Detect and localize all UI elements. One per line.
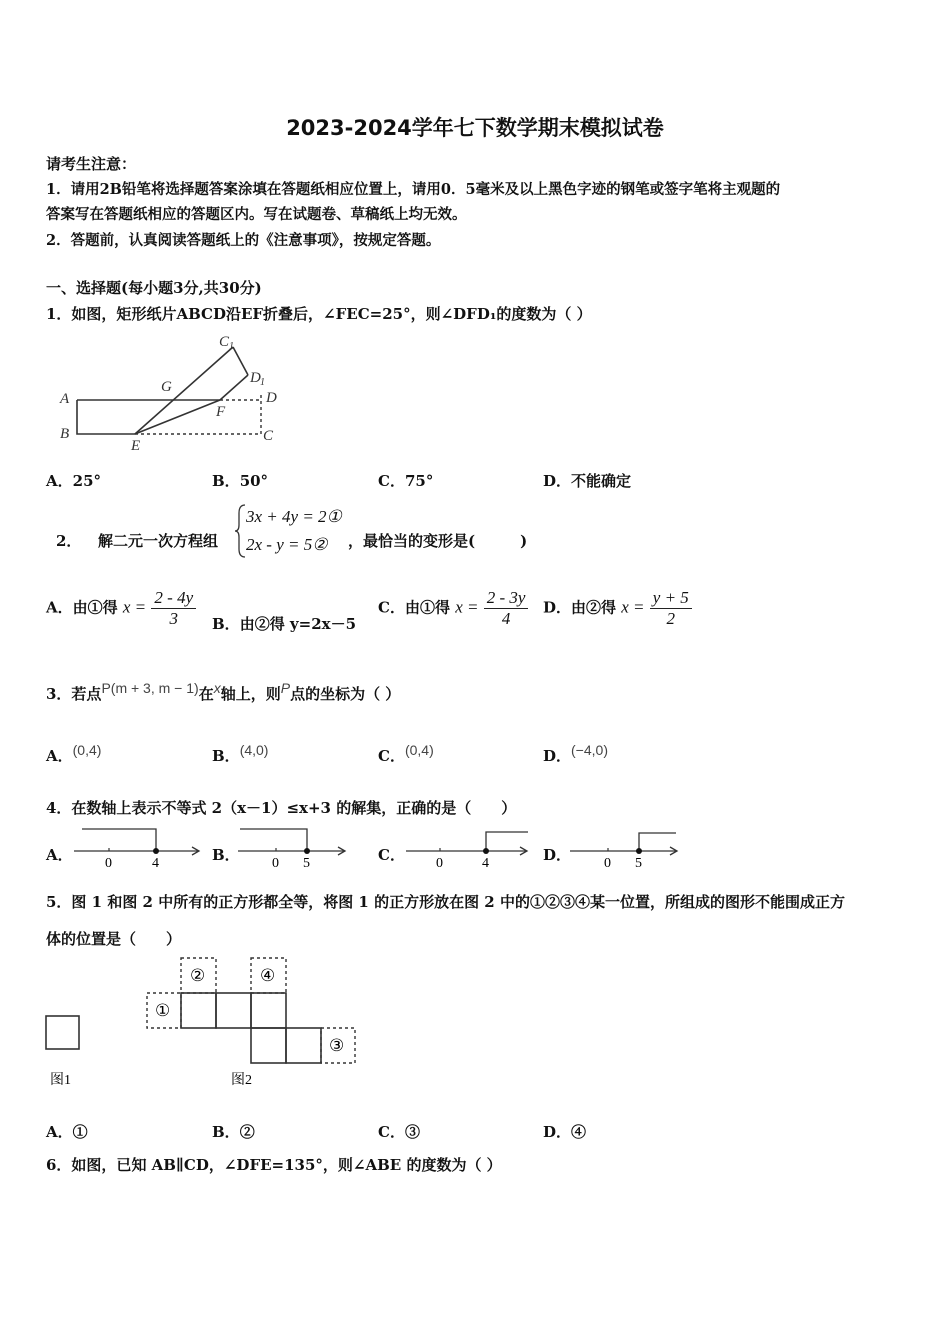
q5-circle-3: ③ — [329, 1036, 345, 1055]
q2-option-b[interactable]: B．由②得 y=2x－5 — [212, 615, 357, 633]
q1-label-c: C — [263, 428, 274, 444]
q5-stem-line-2: 体的位置是（ ） — [46, 930, 182, 948]
q1-label-c1-sub: 1 — [229, 341, 234, 352]
q1-fold-figure — [55, 330, 295, 455]
notice-line-2: 答案写在答题纸相应的答题区内。写在试题卷、草稿纸上均无效。 — [46, 206, 467, 223]
q6-stem: 6．如图，已知 AB∥CD，∠DFE=135°，则∠ABE 的度数为（ ） — [46, 1156, 502, 1174]
q1-option-d[interactable]: D．不能确定 — [543, 472, 632, 490]
q1-label-c1: C — [219, 334, 230, 350]
q2-tail: ，最恰当的变形是( ) — [348, 532, 528, 550]
q5-stem-line-1: 5．图 1 和图 2 中所有的正方形都全等，将图 1 的正方形放在图 2 中的①②③④某一位置，所组成的图形不能围成正方 — [46, 893, 845, 911]
svg-text:0: 0 — [436, 856, 443, 871]
q1-rect-left-edge — [77, 400, 135, 434]
q1-fold-line-ef — [135, 400, 220, 434]
q2-option-d[interactable]: D．由②得 x = $\frac{y + 5}{2}$ — [543, 588, 692, 629]
q1-fold-line-eg — [135, 347, 233, 434]
q2-option-c[interactable]: C．由①得 x = $\frac{2 - 3y}{4}$ — [378, 588, 528, 629]
q5-figure-1 — [40, 1010, 90, 1094]
notice-line-1: 1．请用2B铅笔将选择题答案涂填在答题纸相应位置上，请用0．5毫米及以上黑色字迹的钢笔或签字笔将主观题的 — [46, 181, 781, 198]
q2-equation-2: 2x - y = 5② — [246, 535, 328, 554]
q3-option-b[interactable]: B．(4,0) — [212, 742, 269, 765]
q3-stem: 3．若点P(m + 3, m − 1)在x轴上，则P点的坐标为（ ） — [46, 680, 401, 703]
q5-circle-1: ① — [155, 1001, 171, 1020]
q3-option-d[interactable]: D．(−4,0) — [543, 742, 608, 765]
svg-text:4: 4 — [152, 856, 159, 871]
page-title: 2023-2024学年七下数学期末模拟试卷 — [286, 116, 664, 140]
q5-option-d[interactable]: D．④ — [543, 1123, 587, 1141]
q3-point: P(m + 3, m − 1) — [101, 680, 199, 696]
q3-option-a[interactable]: A．(0,4) — [46, 742, 102, 765]
q3-option-c[interactable]: C．(0,4) — [378, 742, 434, 765]
q5-figure-2 — [140, 950, 364, 1094]
q2-number: 2． — [56, 532, 82, 550]
q4-numberline-a — [72, 824, 204, 872]
svg-text:0: 0 — [272, 856, 279, 871]
q5-circle-4: ④ — [260, 966, 276, 985]
q1-stem: 1．如图，矩形纸片ABCD沿EF折叠后，∠FEC=25°，则∠DFD₁的度数为（ ） — [46, 305, 592, 323]
q1-folded-edge-c1d1 — [233, 347, 248, 375]
q1-option-a[interactable]: A．25° — [46, 472, 102, 490]
q1-label-d: D — [266, 390, 277, 406]
svg-text:4: 4 — [482, 856, 489, 871]
q5-single-square — [46, 1016, 79, 1049]
q5-option-b[interactable]: B．② — [212, 1123, 255, 1141]
section-heading: 一、选择题(每小题3分,共30分) — [46, 279, 262, 297]
q2-equation-1: 3x + 4y = 2① — [246, 507, 342, 526]
svg-text:0: 0 — [105, 856, 112, 871]
q2-option-a[interactable]: A．由①得 x = $\frac{2 - 4y}{3}$ — [46, 588, 196, 629]
q5-circle-2: ② — [190, 966, 206, 985]
q4-option-c[interactable]: C． — [378, 846, 405, 864]
q1-label-e: E — [131, 438, 141, 454]
q1-label-g: G — [161, 379, 172, 395]
svg-text:0: 0 — [604, 856, 611, 871]
svg-text:5: 5 — [635, 856, 642, 871]
q4-numberline-d — [568, 824, 684, 872]
q5-option-c[interactable]: C．③ — [378, 1123, 420, 1141]
q1-option-c[interactable]: C．75° — [378, 472, 434, 490]
q5-fig1-label: 图1 — [50, 1073, 71, 1088]
q1-label-b: B — [60, 426, 70, 442]
q5-option-a[interactable]: A．① — [46, 1123, 88, 1141]
q4-stem: 4．在数轴上表示不等式 2（x－1）≤x+3 的解集，正确的是（ ） — [46, 799, 517, 817]
notice-line-3: 2．答题前，认真阅读答题纸上的《注意事项》，按规定答题。 — [46, 232, 441, 249]
q4-option-d[interactable]: D． — [543, 846, 572, 864]
q1-label-f: F — [216, 404, 226, 420]
q2-system-brace — [234, 503, 246, 559]
q1-label-d1: D — [250, 370, 261, 386]
q5-fig2-label: 图2 — [231, 1073, 252, 1088]
q1-label-d1-sub: 1 — [260, 377, 265, 388]
q1-option-b[interactable]: B．50° — [212, 472, 269, 490]
q4-option-b[interactable]: B． — [212, 846, 240, 864]
q4-numberline-b — [236, 824, 352, 872]
svg-text:5: 5 — [303, 856, 310, 871]
q4-option-a[interactable]: A． — [46, 846, 73, 864]
q1-folded-edge-fd1 — [220, 375, 248, 400]
notice-heading: 请考生注意： — [46, 155, 137, 173]
q2-lead: 解二元一次方程组 — [98, 532, 219, 550]
q1-label-a: A — [60, 391, 70, 407]
q4-numberline-c — [404, 824, 534, 872]
